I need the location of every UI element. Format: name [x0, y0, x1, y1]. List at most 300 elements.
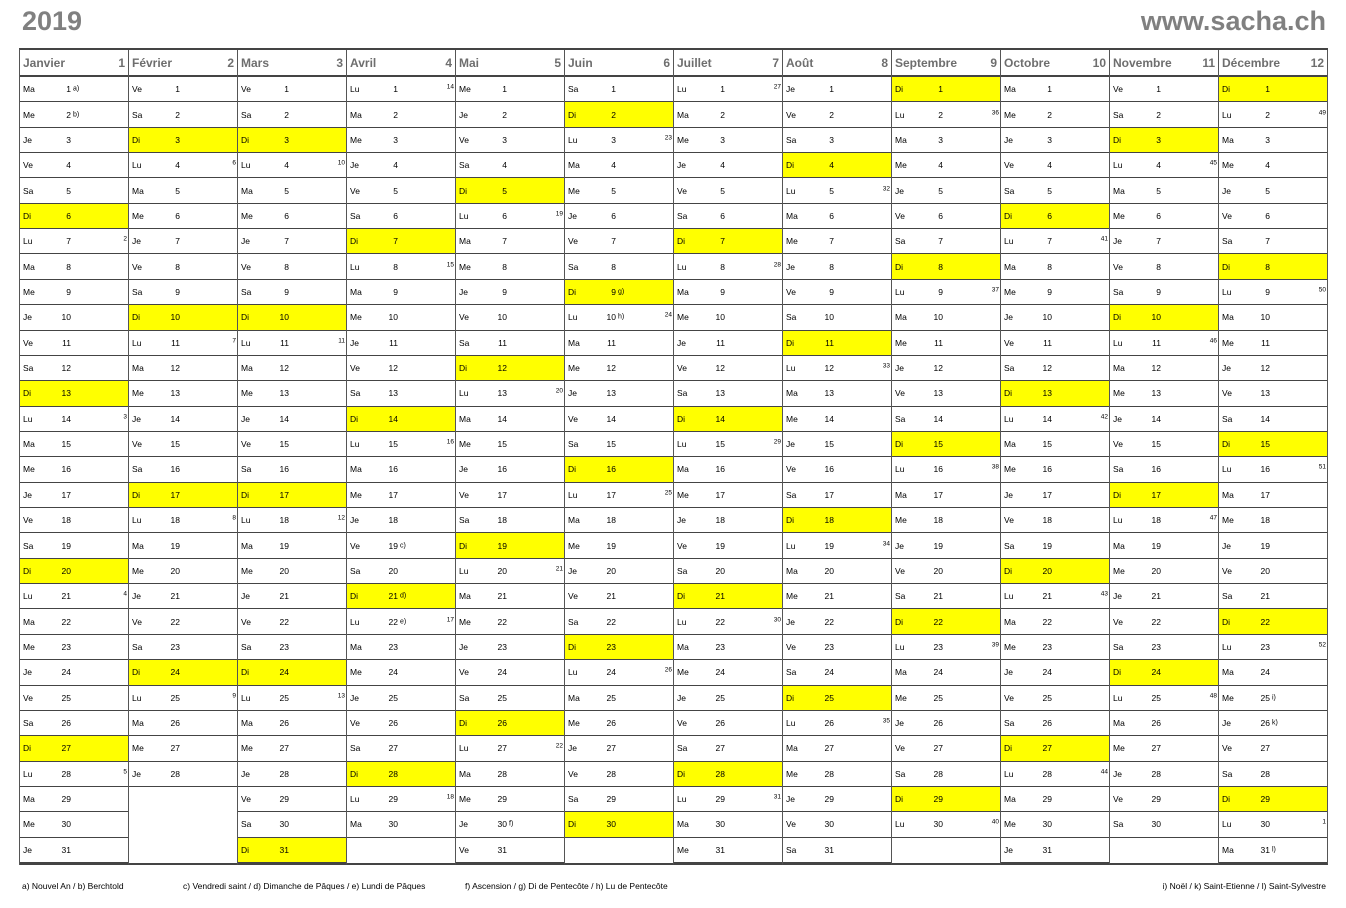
day-cell	[1110, 559, 1218, 584]
day-number: 1	[611, 84, 616, 95]
day-cell	[1001, 153, 1109, 178]
day-cell	[129, 660, 237, 685]
day-cell	[892, 178, 1000, 203]
day-number: 5	[611, 185, 616, 196]
day-cell	[129, 483, 237, 508]
day-cell	[20, 153, 128, 178]
day-number: 31	[1260, 844, 1270, 855]
day-number: 26	[170, 718, 180, 729]
weekday-label: Sa	[568, 616, 579, 627]
day-number: 10	[1151, 312, 1161, 323]
day-number: 28	[388, 768, 398, 779]
day-cell	[20, 102, 128, 127]
day-number: 20	[497, 565, 507, 576]
day-number: 17	[497, 489, 507, 500]
day-number: 14	[388, 413, 398, 424]
weekday-label: Ve	[677, 363, 687, 374]
weekday-label: Lu	[568, 134, 578, 145]
day-number: 26	[279, 718, 289, 729]
weekday-label: Sa	[1113, 641, 1124, 652]
day-number: 20	[1151, 565, 1161, 576]
day-number: 8	[1156, 261, 1161, 272]
month-column	[456, 50, 565, 865]
day-number: 7	[1156, 236, 1161, 247]
week-number: 51	[1318, 463, 1326, 471]
weekday-label: Lu	[23, 591, 33, 602]
day-number: 3	[1265, 134, 1270, 145]
weekday-label: Lu	[459, 743, 469, 754]
day-cell	[1001, 508, 1109, 533]
weekday-label: Sa	[895, 768, 906, 779]
day-cell	[565, 660, 673, 685]
day-cell	[20, 77, 128, 102]
day-number: 20	[170, 565, 180, 576]
day-number: 11	[716, 337, 725, 348]
weekday-label: Di	[895, 439, 904, 450]
week-number: 46	[1209, 337, 1217, 345]
weekday-label: Ma	[786, 388, 798, 399]
day-cell	[238, 102, 346, 127]
day-number: 11	[825, 337, 834, 348]
weekday-label: Ve	[459, 667, 469, 678]
day-cell	[565, 407, 673, 432]
day-number: 16	[1151, 464, 1161, 475]
day-number: 23	[1260, 641, 1270, 652]
day-number: 2	[175, 109, 180, 120]
day-cell	[1110, 305, 1218, 330]
day-number: 15	[279, 439, 289, 450]
weekday-label: Ve	[568, 236, 578, 247]
weekday-label: Lu	[1004, 768, 1014, 779]
day-cell	[565, 457, 673, 482]
weekday-label: Je	[241, 591, 250, 602]
day-cell	[892, 128, 1000, 153]
weekday-label: Ve	[459, 844, 469, 855]
day-cell	[1219, 381, 1327, 406]
weekday-label: Sa	[241, 109, 252, 120]
day-number: 18	[279, 515, 289, 526]
day-cell	[347, 153, 455, 178]
day-number: 23	[606, 641, 616, 652]
day-cell	[347, 736, 455, 761]
day-number: 28	[1151, 768, 1161, 779]
day-cell	[674, 128, 782, 153]
day-number: 30	[1042, 819, 1052, 830]
day-cell	[674, 77, 782, 102]
day-cell	[20, 128, 128, 153]
day-cell	[347, 762, 455, 787]
week-number: 39	[991, 641, 999, 649]
day-number: 8	[175, 261, 180, 272]
day-cell	[1110, 178, 1218, 203]
weekday-label: Ma	[895, 489, 907, 500]
day-cell	[456, 559, 564, 584]
legend-holidays-january: a) Nouvel An / b) Berchtold	[22, 881, 124, 891]
weekday-label: Di	[568, 464, 577, 475]
weekday-label: Sa	[1004, 540, 1015, 551]
day-cell	[238, 711, 346, 736]
day-number: 23	[279, 641, 289, 652]
weekday-label: Je	[786, 84, 795, 95]
day-cell	[1219, 432, 1327, 457]
day-cell	[347, 533, 455, 558]
day-number: 20	[279, 565, 289, 576]
day-cell	[1219, 204, 1327, 229]
day-number: 16	[715, 464, 725, 475]
day-cell	[892, 432, 1000, 457]
weekday-label: Sa	[132, 287, 143, 297]
day-cell	[129, 254, 237, 279]
day-cell	[1001, 204, 1109, 229]
weekday-label: Di	[1113, 667, 1122, 678]
day-cell	[892, 711, 1000, 736]
weekday-label: Je	[459, 464, 468, 475]
day-number: 14	[279, 413, 289, 424]
day-cell	[674, 280, 782, 305]
week-number: 43	[1100, 590, 1108, 598]
weekday-label: Ma	[459, 413, 471, 424]
day-cell	[783, 483, 891, 508]
day-cell	[238, 153, 346, 178]
day-cell	[565, 128, 673, 153]
day-cell	[238, 559, 346, 584]
day-number: 9	[66, 287, 71, 297]
day-cell	[347, 432, 455, 457]
weekday-label: Me	[459, 439, 471, 450]
day-number: 15	[824, 439, 834, 450]
day-number: 6	[66, 210, 71, 221]
day-number: 8	[1047, 261, 1052, 272]
day-cell	[783, 229, 891, 254]
day-cell	[238, 381, 346, 406]
weekday-label: Me	[786, 236, 798, 247]
weekday-label: Di	[350, 236, 359, 247]
day-number: 6	[829, 210, 834, 221]
weekday-label: Me	[23, 464, 35, 475]
day-cell	[20, 204, 128, 229]
weekday-label: Me	[350, 667, 362, 678]
day-cell	[783, 508, 891, 533]
day-number: 16	[606, 464, 616, 475]
day-cell	[347, 128, 455, 153]
day-number: 21	[388, 591, 398, 602]
weekday-label: Me	[241, 565, 253, 576]
day-number: 17	[1260, 489, 1270, 500]
day-number: 18	[824, 515, 834, 526]
day-cell	[783, 635, 891, 660]
weekday-label: Ve	[23, 337, 33, 348]
day-cell	[20, 686, 128, 711]
day-cell	[20, 711, 128, 736]
day-number: 19	[61, 540, 71, 551]
day-number: 31	[1042, 844, 1052, 855]
day-number: 24	[1042, 667, 1052, 678]
day-cell	[456, 153, 564, 178]
day-number: 27	[61, 743, 71, 754]
month-header	[565, 50, 673, 77]
weekday-label: Ma	[132, 185, 144, 196]
day-cell	[20, 635, 128, 660]
day-number: 1	[720, 84, 725, 95]
day-number: 3	[284, 134, 289, 145]
day-cell	[347, 280, 455, 305]
day-cell	[347, 331, 455, 356]
day-cell	[892, 381, 1000, 406]
weekday-label: Sa	[677, 565, 688, 576]
weekday-label: Di	[1113, 134, 1122, 145]
day-cell	[674, 686, 782, 711]
day-cell	[238, 254, 346, 279]
day-cell	[129, 331, 237, 356]
day-cell	[783, 280, 891, 305]
day-cell	[565, 356, 673, 381]
weekday-label: Ve	[23, 515, 33, 526]
day-number: 11	[1261, 337, 1270, 348]
day-cell	[456, 178, 564, 203]
weekday-label: Je	[677, 337, 686, 348]
day-cell	[347, 356, 455, 381]
day-cell	[674, 102, 782, 127]
day-number: 24	[606, 667, 616, 678]
day-number: 6	[502, 210, 507, 221]
day-number: 11	[389, 337, 398, 348]
weekday-label: Ma	[1222, 844, 1234, 855]
day-number: 23	[1042, 641, 1052, 652]
day-cell	[565, 762, 673, 787]
day-number: 4	[175, 160, 180, 171]
week-number: 15	[446, 261, 454, 269]
weekday-label: Lu	[132, 160, 142, 171]
day-cell	[565, 381, 673, 406]
weekday-label: Je	[677, 515, 686, 526]
day-cell	[1001, 660, 1109, 685]
weekday-label: Di	[895, 794, 904, 805]
weekday-label: Di	[895, 84, 904, 95]
weekday-label: Ve	[350, 540, 360, 551]
weekday-label: Me	[23, 109, 35, 120]
day-number: 27	[1260, 743, 1270, 754]
day-number: 3	[938, 134, 943, 145]
day-cell	[565, 153, 673, 178]
day-cell	[565, 508, 673, 533]
day-number: 2	[1265, 109, 1270, 120]
day-cell	[20, 762, 128, 787]
day-cell	[674, 711, 782, 736]
day-number: 11	[1152, 337, 1161, 348]
weekday-label: Lu	[895, 287, 905, 297]
day-number: 1	[175, 84, 180, 95]
weekday-label: Me	[350, 312, 362, 323]
day-number: 8	[720, 261, 725, 272]
day-cell	[783, 559, 891, 584]
weekday-label: Me	[459, 616, 471, 627]
day-number: 26	[388, 718, 398, 729]
day-number: 27	[170, 743, 180, 754]
day-cell	[1219, 356, 1327, 381]
weekday-label: Je	[23, 489, 32, 500]
day-cell	[1110, 229, 1218, 254]
day-number: 6	[1047, 210, 1052, 221]
week-number: 10	[337, 159, 345, 167]
week-number: 25	[664, 489, 672, 497]
day-cell	[456, 762, 564, 787]
day-number: 28	[606, 768, 616, 779]
day-number: 25	[497, 692, 507, 703]
month-name: Avril	[350, 55, 377, 70]
month-column	[565, 50, 674, 865]
day-cell	[565, 559, 673, 584]
day-cell	[1110, 609, 1218, 634]
day-cell	[129, 229, 237, 254]
weekday-label: Di	[23, 743, 32, 754]
day-number: 14	[1151, 413, 1161, 424]
day-cell	[129, 457, 237, 482]
day-number: 18	[1260, 515, 1270, 526]
weekday-label: Ve	[1004, 515, 1014, 526]
weekday-label: Sa	[350, 210, 361, 221]
weekday-label: Me	[895, 692, 907, 703]
day-number: 6	[284, 210, 289, 221]
weekday-label: Ve	[132, 261, 142, 272]
weekday-label: Di	[241, 134, 250, 145]
weekday-label: Di	[786, 160, 795, 171]
day-cell	[238, 331, 346, 356]
weekday-label: Sa	[1113, 109, 1124, 120]
week-number: 24	[664, 311, 672, 319]
day-cell	[1219, 711, 1327, 736]
day-number: 9	[502, 287, 507, 297]
weekday-label: Je	[786, 439, 795, 450]
month-number: 4	[445, 55, 452, 70]
day-number: 7	[720, 236, 725, 247]
weekday-label: Sa	[1222, 236, 1233, 247]
day-number: 21	[824, 591, 834, 602]
weekday-label: Di	[241, 844, 250, 855]
weekday-label: Ma	[1113, 363, 1125, 374]
weekday-label: Ma	[350, 109, 362, 120]
weekday-label: Sa	[23, 185, 34, 196]
month-column	[238, 50, 347, 865]
day-cell	[674, 533, 782, 558]
empty-day-cell	[129, 838, 237, 863]
day-number: 7	[1265, 236, 1270, 247]
weekday-label: Sa	[23, 718, 34, 729]
day-number: 30	[497, 819, 507, 830]
day-cell	[347, 812, 455, 837]
day-cell	[20, 660, 128, 685]
day-cell	[20, 736, 128, 761]
day-number: 28	[1042, 768, 1052, 779]
day-number: 5	[938, 185, 943, 196]
week-number: 52	[1318, 641, 1326, 649]
weekday-label: Ve	[895, 210, 905, 221]
day-cell	[129, 635, 237, 660]
weekday-label: Lu	[677, 84, 687, 95]
day-number: 28	[61, 768, 71, 779]
month-number: 8	[881, 55, 888, 70]
weekday-label: Lu	[677, 439, 687, 450]
weekday-label: Lu	[350, 439, 360, 450]
month-name: Février	[132, 55, 173, 70]
day-cell	[129, 559, 237, 584]
day-cell	[456, 838, 564, 863]
weekday-label: Sa	[1113, 464, 1124, 475]
day-number: 10	[388, 312, 398, 323]
weekday-label: Me	[23, 641, 35, 652]
week-number: 11	[338, 337, 345, 345]
day-number: 21	[170, 591, 180, 602]
day-number: 11	[498, 337, 507, 348]
weekday-label: Di	[23, 388, 32, 399]
day-cell	[674, 204, 782, 229]
weekday-label: Ma	[459, 591, 471, 602]
day-cell	[1001, 736, 1109, 761]
weekday-label: Lu	[241, 337, 251, 348]
day-number: 4	[829, 160, 834, 171]
day-number: 3	[1156, 134, 1161, 145]
day-cell	[129, 432, 237, 457]
day-cell	[20, 483, 128, 508]
weekday-label: Lu	[568, 489, 578, 500]
day-number: 3	[393, 134, 398, 145]
weekday-label: Je	[568, 388, 577, 399]
day-number: 1	[1156, 84, 1161, 95]
weekday-label: Me	[677, 844, 689, 855]
weekday-label: Je	[895, 718, 904, 729]
day-number: 28	[170, 768, 180, 779]
day-number: 15	[388, 439, 398, 450]
weekday-label: Je	[677, 692, 686, 703]
day-number: 10	[170, 312, 180, 323]
day-number: 21	[715, 591, 725, 602]
day-cell	[1219, 331, 1327, 356]
weekday-label: Sa	[241, 287, 252, 297]
month-number: 6	[663, 55, 670, 70]
day-cell	[783, 787, 891, 812]
weekday-label: Ve	[1113, 439, 1123, 450]
day-number: 18	[170, 515, 180, 526]
day-cell	[674, 229, 782, 254]
day-number: 18	[1042, 515, 1052, 526]
weekday-label: Me	[568, 185, 580, 196]
weekday-label: Lu	[1113, 515, 1123, 526]
day-cell	[1110, 128, 1218, 153]
day-number: 16	[824, 464, 834, 475]
weekday-label: Me	[1113, 388, 1125, 399]
day-number: 25	[1042, 692, 1052, 703]
day-number: 7	[393, 236, 398, 247]
day-number: 12	[1042, 363, 1052, 374]
weekday-label: Ma	[1222, 667, 1234, 678]
day-number: 3	[611, 134, 616, 145]
day-number: 10	[933, 312, 943, 323]
day-cell	[565, 736, 673, 761]
weekday-label: Ma	[895, 667, 907, 678]
weekday-label: Ma	[241, 363, 253, 374]
weekday-label: Je	[132, 413, 141, 424]
day-number: 22	[61, 616, 71, 627]
day-cell	[129, 407, 237, 432]
day-number: 29	[497, 794, 507, 805]
day-cell	[1219, 254, 1327, 279]
year-title: 2019	[22, 6, 83, 36]
day-number: 17	[279, 489, 289, 500]
day-cell	[456, 128, 564, 153]
day-cell	[347, 787, 455, 812]
day-number: 1	[938, 84, 943, 95]
week-number: 27	[773, 83, 781, 91]
weekday-label: Ve	[23, 160, 33, 171]
